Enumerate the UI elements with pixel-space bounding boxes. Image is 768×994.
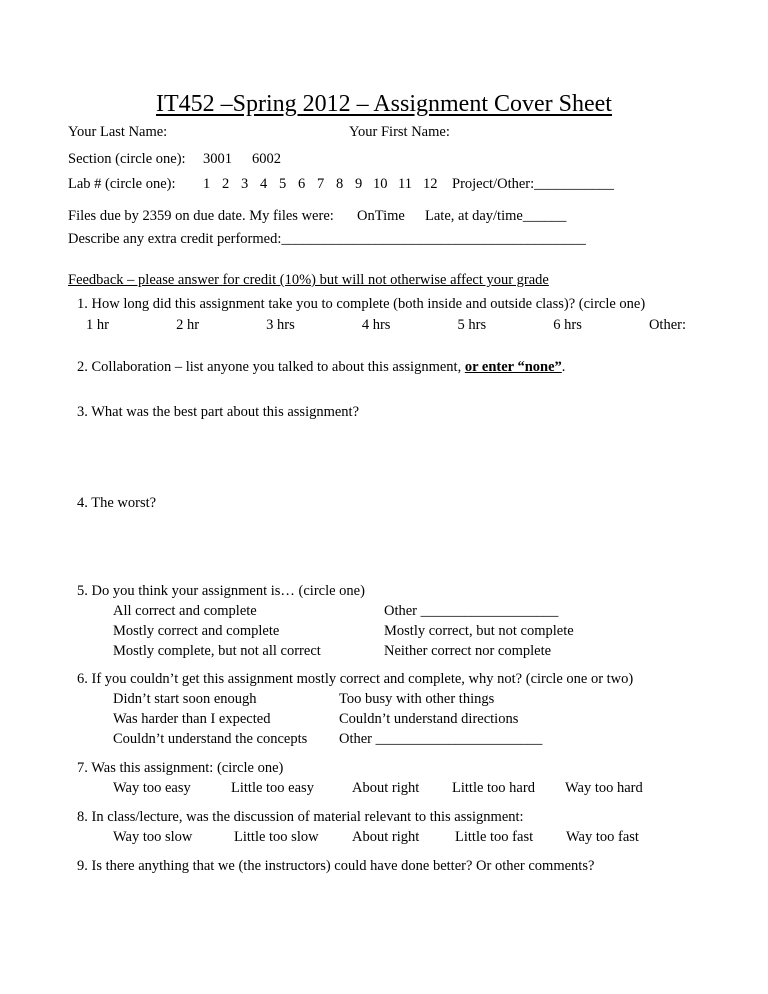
q1-option-6hrs[interactable]: 6 hrs: [553, 317, 582, 333]
q5-option-all-correct[interactable]: All correct and complete: [113, 603, 257, 619]
page-title: IT452 –Spring 2012 – Assignment Cover Sheet: [156, 91, 612, 117]
lab-option-2[interactable]: 2: [222, 176, 230, 192]
question-2-emphasis: or enter “none”: [464, 359, 562, 375]
lab-option-project-other[interactable]: Project/Other:___________: [452, 176, 614, 192]
lab-option-7[interactable]: 7: [317, 176, 325, 192]
q7-option-little-too-easy[interactable]: Little too easy: [231, 780, 314, 796]
question-9: 9. Is there anything that we (the instructors) could have done better? Or other comments?: [77, 858, 595, 874]
q1-option-1hr[interactable]: 1 hr: [86, 317, 109, 333]
section-label: Section (circle one):: [68, 151, 186, 167]
q8-option-little-too-fast[interactable]: Little too fast: [455, 829, 534, 845]
q1-option-2hr[interactable]: 2 hr: [176, 317, 200, 333]
q6-option-didnt-start[interactable]: Didn’t start soon enough: [113, 691, 257, 707]
extra-credit-field[interactable]: Describe any extra credit performed:__________________________________________: [68, 231, 586, 247]
q1-option-other[interactable]: Other:: [648, 317, 686, 333]
question-1: 1. How long did this assignment take you to complete (both inside and outside class)? (circle one): [77, 296, 646, 312]
question-1-options: [86, 318, 686, 333]
q1-option-3hrs[interactable]: 3 hrs: [266, 317, 295, 333]
q7-option-about-right[interactable]: About right: [352, 780, 420, 796]
question-4: 4. The worst?: [77, 495, 157, 511]
q5-option-other[interactable]: Other ___________________: [384, 603, 559, 619]
question-6: 6. If you couldn’t get this assignment mostly correct and complete, why not? (circle one or two): [77, 671, 634, 687]
q7-option-way-too-easy[interactable]: Way too easy: [113, 780, 191, 796]
q8-option-little-too-slow[interactable]: Little too slow: [234, 829, 319, 845]
q8-option-about-right[interactable]: About right: [352, 829, 420, 845]
feedback-heading: Feedback – please answer for credit (10%) but will not otherwise affect your grade: [68, 272, 549, 288]
files-due-label: Files due by 2359 on due date. My files were:: [68, 208, 334, 224]
q8-option-way-too-slow[interactable]: Way too slow: [113, 829, 193, 845]
lab-option-10[interactable]: 10: [373, 176, 388, 192]
q5-option-mostly-correct-complete[interactable]: Mostly correct and complete: [113, 623, 280, 639]
question-3: 3. What was the best part about this assignment?: [77, 404, 360, 420]
lab-option-5[interactable]: 5: [279, 176, 287, 192]
lab-option-4[interactable]: 4: [260, 176, 268, 192]
q5-option-mostly-correct-not-complete[interactable]: Mostly correct, but not complete: [384, 623, 574, 639]
first-name-label: Your First Name:: [349, 124, 450, 140]
q5-option-neither[interactable]: Neither correct nor complete: [384, 643, 552, 659]
q8-option-way-too-fast[interactable]: Way too fast: [566, 829, 639, 845]
lab-option-3[interactable]: 3: [241, 176, 249, 192]
lab-option-1[interactable]: 1: [203, 176, 211, 192]
q6-option-other[interactable]: Other _______________________: [339, 731, 543, 747]
lab-label: Lab # (circle one):: [68, 176, 176, 192]
files-ontime-option[interactable]: OnTime: [357, 208, 405, 224]
q5-option-mostly-complete[interactable]: Mostly complete, but not all correct: [113, 643, 321, 659]
q1-option-4hrs[interactable]: 4 hrs: [361, 317, 391, 333]
q6-option-concepts[interactable]: Couldn’t understand the concepts: [113, 731, 308, 747]
lab-option-6[interactable]: 6: [298, 176, 306, 192]
q6-option-directions[interactable]: Couldn’t understand directions: [339, 711, 519, 727]
question-5: 5. Do you think your assignment is… (circle one): [77, 583, 365, 599]
last-name-label: Your Last Name:: [68, 124, 168, 140]
q6-option-harder[interactable]: Was harder than I expected: [113, 711, 271, 727]
question-8: 8. In class/lecture, was the discussion of material relevant to this assignment:: [77, 809, 524, 825]
section-option-6002[interactable]: 6002: [252, 151, 281, 167]
files-late-option[interactable]: Late, at day/time______: [425, 208, 567, 224]
q6-option-too-busy[interactable]: Too busy with other things: [339, 691, 495, 707]
lab-option-11[interactable]: 11: [398, 176, 412, 192]
q7-option-little-too-hard[interactable]: Little too hard: [452, 780, 535, 796]
question-2: [77, 360, 565, 375]
section-option-3001[interactable]: 3001: [203, 151, 232, 167]
lab-option-9[interactable]: 9: [355, 176, 363, 192]
question-2-end: .: [561, 359, 566, 375]
lab-option-12[interactable]: 12: [423, 176, 438, 192]
q1-option-5hrs[interactable]: 5 hrs: [457, 317, 487, 333]
q7-option-way-too-hard[interactable]: Way too hard: [565, 780, 643, 796]
question-7: 7. Was this assignment: (circle one): [77, 760, 284, 776]
question-2-text: 2. Collaboration – list anyone you talked to about this assignment,: [77, 359, 465, 375]
lab-option-8[interactable]: 8: [336, 176, 344, 192]
